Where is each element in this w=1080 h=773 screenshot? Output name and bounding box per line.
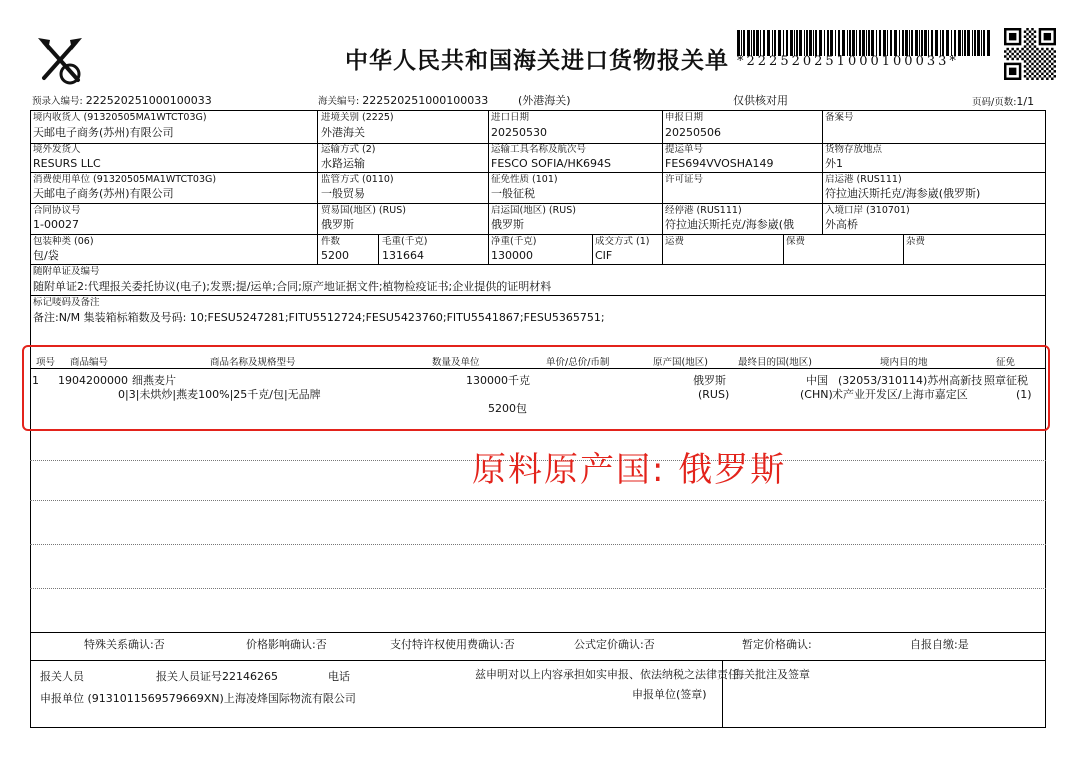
levy-nature-value: 一般征税	[491, 187, 535, 200]
misc-fee-label: 杂费	[906, 236, 926, 247]
import-date-label: 进口日期	[491, 112, 530, 123]
item-qty-pkg: 5200包	[488, 402, 527, 415]
origin-annotation: 原料原产国: 俄罗斯	[472, 450, 787, 490]
highlight-box	[22, 345, 1050, 431]
phone-label: 电话	[328, 670, 350, 683]
trade-country-label: 贸易国(地区) (RUS)	[321, 205, 406, 216]
storage-label: 货物存放地点	[825, 144, 883, 155]
page-count: 页码/页数:1/1	[972, 95, 1035, 108]
package-value: 包/袋	[33, 249, 59, 262]
pieces-value: 5200	[321, 249, 349, 262]
consignee-value: 天邮电子商务(苏州)有限公司	[33, 126, 174, 139]
shipper-label: 境外发货人	[33, 144, 81, 155]
declare-date-value: 20250506	[665, 126, 721, 139]
levy-nature-label: 征免性质 (101)	[491, 174, 558, 185]
insurance-label: 保费	[786, 236, 806, 247]
item-origin: 俄罗斯	[693, 374, 726, 387]
supervision-value: 一般贸易	[321, 187, 365, 200]
preentry-no: 预录入编号: 222520251000100033	[32, 94, 212, 107]
entry-port-label: 入境口岸 (310701)	[825, 205, 910, 216]
deal-mode-label: 成交方式 (1)	[595, 236, 650, 247]
special-relation-confirm: 特殊关系确认:否	[84, 638, 165, 651]
declarant-label: 报关人员	[40, 670, 84, 683]
customs-note-label: 海关批注及签章	[733, 668, 810, 681]
goods-header-qty: 数量及单位	[432, 357, 480, 368]
contract-label: 合同协议号	[33, 205, 81, 216]
package-label: 包装种类 (06)	[33, 236, 94, 247]
storage-value: 外1	[825, 157, 843, 170]
entry-customs-value: 外港海关	[321, 126, 365, 139]
declare-unit: 申报单位 (913101156957966​9XN)上海凌烽国际物流有限公司	[40, 692, 356, 705]
declaration-statement: 兹申明对以上内容承担如实申报、依法纳税之法律责任	[475, 668, 739, 681]
origin-country-value: 俄罗斯	[491, 218, 524, 231]
vessel-value: FESCO SOFIA/HK694S	[491, 157, 612, 170]
item-spec: 0|3|未烘炒|燕麦100%|25千克/包|无品牌	[118, 388, 321, 401]
goods-header-levy: 征免	[996, 357, 1016, 368]
bl-value: FES694VVOSHA149	[665, 157, 774, 170]
item-seq: 1	[32, 374, 39, 387]
entry-customs-label: 进境关别 (2225)	[321, 112, 394, 123]
goods-header-name: 商品名称及规格型号	[210, 357, 296, 368]
entry-port-value: 外高桥	[825, 218, 858, 231]
goods-header-dest: 最终目的国(地区)	[738, 357, 812, 368]
item-levy: 照章征税	[984, 374, 1028, 387]
contract-value: 1-00027	[33, 218, 79, 231]
customs-emblem	[30, 30, 90, 90]
import-date-value: 20250530	[491, 126, 547, 139]
transport-mode-value: 水路运输	[321, 157, 365, 170]
consignee-label: 境内收货人 (91320505MA1WTCT03G)	[33, 112, 207, 123]
goods-header-domestic: 境内目的地	[880, 357, 928, 368]
item-code: 1904200000	[58, 374, 128, 387]
transport-mode-label: 运输方式 (2)	[321, 144, 376, 155]
item-dest: 中国	[806, 374, 828, 387]
goods-header-price: 单价/总价/币制	[546, 357, 610, 368]
deal-mode-value: CIF	[595, 249, 613, 262]
item-domestic: (32053/310114)苏州高新技	[838, 374, 983, 387]
net-weight-value: 130000	[491, 249, 533, 262]
license-label: 许可证号	[665, 174, 704, 185]
self-pay-confirm: 自报自缴:是	[910, 638, 969, 651]
record-no-label: 备案号	[825, 112, 854, 123]
qr-code	[1004, 28, 1056, 80]
goods-header-origin: 原产国(地区)	[653, 357, 708, 368]
document-title: 中华人民共和国海关进口货物报关单	[345, 48, 729, 74]
provisional-price-confirm: 暂定价格确认:	[742, 638, 812, 651]
freight-label: 运费	[665, 236, 685, 247]
consumer-value: 天邮电子商务(苏州)有限公司	[33, 187, 174, 200]
barcode	[737, 30, 992, 56]
shipper-value: RESURS LLC	[33, 157, 101, 170]
goods-header-code: 商品编号	[70, 357, 109, 368]
declare-seal-label: 申报单位(签章)	[632, 688, 707, 701]
documents-label: 随附单证及编号	[33, 266, 100, 277]
documents-value: 随附单证2:代理报关委托协议(电子);发票;提/运单;合同;原产地证据文件;植物检疫证书;企业提供的证明材料	[33, 280, 552, 293]
net-weight-label: 净重(千克)	[491, 236, 537, 247]
origin-country-label: 启运国(地区) (RUS)	[491, 205, 576, 216]
barcode-text: *222520251000100033*	[737, 54, 959, 69]
declare-date-label: 申报日期	[665, 112, 704, 123]
gross-weight-value: 131664	[382, 249, 424, 262]
item-qty-kg: 130000千克	[466, 374, 530, 387]
marks-label: 标记唛码及备注	[33, 297, 100, 308]
royalty-confirm: 支付特许权使用费确认:否	[390, 638, 515, 651]
item-origin-code: (RUS)	[698, 388, 730, 401]
item-levy-code: (1)	[1016, 388, 1032, 401]
verify-only-note: 仅供核对用	[733, 94, 788, 107]
customs-dept: (外港海关)	[518, 94, 571, 107]
customs-no: 海关编号: 222520251000100033	[318, 94, 489, 107]
item-dest-code: (CHN)	[800, 388, 833, 401]
supervision-label: 监管方式 (0110)	[321, 174, 394, 185]
trade-country-value: 俄罗斯	[321, 218, 354, 231]
formula-price-confirm: 公式定价确认:否	[574, 638, 655, 651]
marks-value: 备注:N/M 集装箱标箱数及号码: 10;FESU5247281;FITU5512724;FESU5423760;FITU5541867;FESU5365751;	[33, 311, 605, 324]
bl-label: 提运单号	[665, 144, 704, 155]
consumer-label: 消费使用单位 (91320505MA1WTCT03G)	[33, 174, 217, 185]
item-name: 细燕麦片	[132, 374, 176, 387]
vessel-label: 运输工具名称及航次号	[491, 144, 587, 155]
gross-weight-label: 毛重(千克)	[382, 236, 428, 247]
price-influence-confirm: 价格影响确认:否	[246, 638, 327, 651]
departure-port-label: 启运港 (RUS111)	[825, 174, 902, 185]
item-domestic-2: 术产业开发区/上海市嘉定区	[832, 388, 968, 401]
transit-port-label: 经停港 (RUS111)	[665, 205, 742, 216]
goods-header-seq: 项号	[36, 357, 56, 368]
declarant-cert: 报关人员证号22146265	[156, 670, 278, 683]
departure-port-value: 符拉迪沃斯托克/海参崴(俄罗斯)	[825, 187, 981, 200]
transit-port-value: 符拉迪沃斯托克/海参崴(俄	[665, 218, 794, 231]
pieces-label: 件数	[321, 236, 341, 247]
